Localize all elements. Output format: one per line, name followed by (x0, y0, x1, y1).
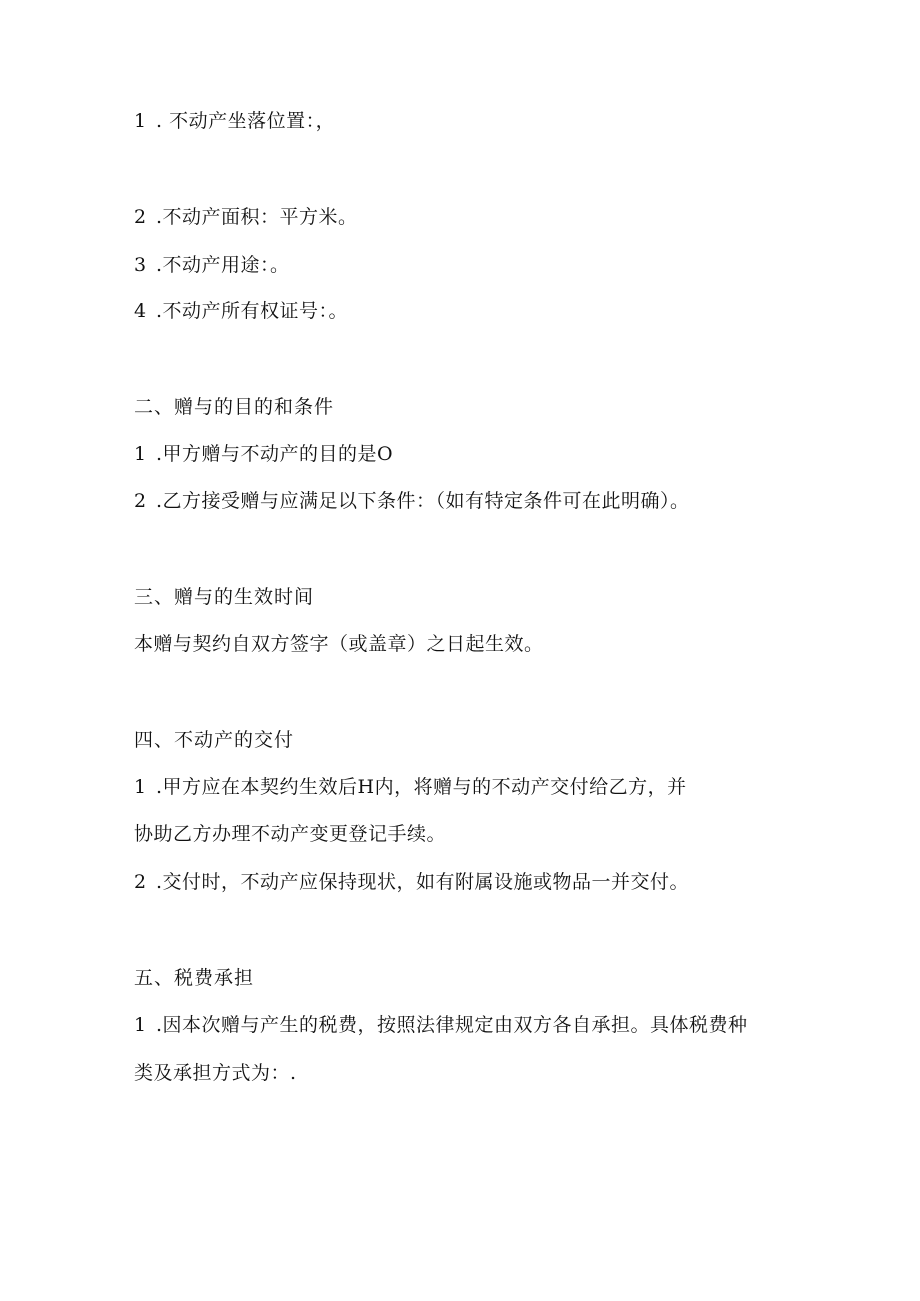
clause-item-4-1-continuation: 协助乙方办理不动产变更登记手续。 (134, 823, 447, 845)
section-3-body: 本赠与契约自双方签字（或盖章）之日起生效。 (134, 633, 544, 655)
clause-number: 2 (134, 206, 147, 228)
clause-item-2-2 (134, 489, 690, 513)
clause-item-5-1 (134, 1013, 748, 1037)
section-heading-2: 二、赠与的目的和条件 (134, 396, 335, 418)
clause-number: 2 (134, 490, 147, 512)
clause-item-4-1 (134, 775, 687, 799)
clause-text: .不动产用途：。 (156, 254, 290, 276)
clause-text: .因本次赠与产生的税费，按照法律规定由双方各自承担。具体税费种 (156, 1014, 748, 1036)
clause-number: 3 (134, 254, 147, 276)
clause-item-4-2 (134, 870, 689, 894)
section-heading-3: 三、赠与的生效时间 (134, 586, 315, 608)
clause-text: .乙方接受赠与应满足以下条件：（如有特定条件可在此明确）。 (156, 490, 690, 512)
clause-text: .交付时，不动产应保持现状，如有附属设施或物品一并交付。 (156, 871, 690, 893)
clause-item-5-1-continuation: 类及承担方式为：. (134, 1062, 297, 1084)
clause-number: 1 (134, 1014, 147, 1036)
clause-number: 1 (134, 443, 147, 465)
clause-number: 2 (134, 871, 147, 893)
clause-item-2-1 (134, 442, 393, 466)
section-heading-4: 四、不动产的交付 (134, 729, 295, 751)
section-heading-5: 五、税费承担 (134, 967, 255, 989)
clause-text: .甲方应在本契约生效后H内，将赠与的不动产交付给乙方，并 (156, 776, 687, 798)
clause-item-1-1 (134, 109, 335, 133)
clause-item-1-4 (134, 299, 348, 323)
clause-item-1-2 (134, 205, 358, 229)
clause-number: 1 (134, 776, 147, 798)
clause-text: .不动产所有权证号：。 (156, 300, 349, 322)
clause-number: 1 (134, 110, 147, 132)
clause-item-1-3 (134, 253, 290, 277)
clause-number: 4 (134, 300, 147, 322)
clause-text: .不动产面积：平方米。 (156, 206, 358, 228)
clause-text: .甲方赠与不动产的目的是O (156, 443, 394, 465)
clause-text: . 不动产坐落位置：， (156, 110, 336, 132)
